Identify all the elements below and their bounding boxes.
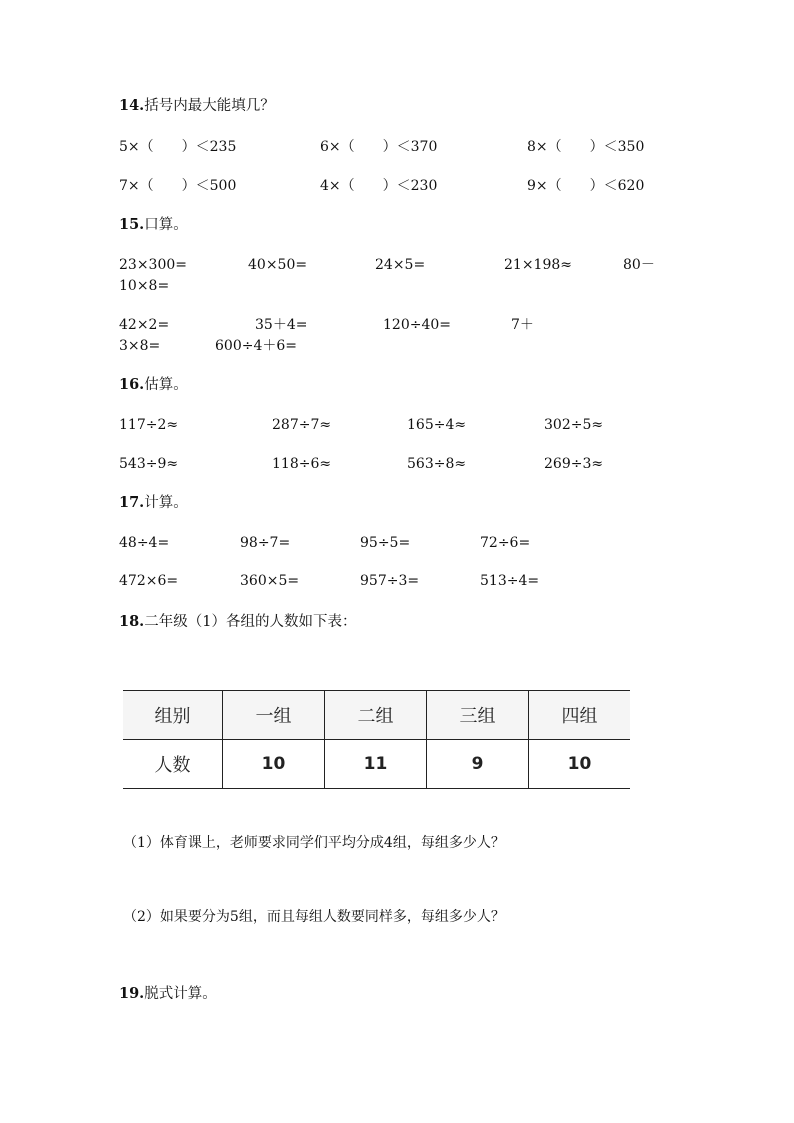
- q16-item: 269÷3≈: [544, 456, 604, 472]
- table-header-cell: 三组: [427, 691, 529, 740]
- q15-item: 21×198≈: [504, 257, 572, 273]
- q15-item: 7＋: [511, 317, 534, 333]
- q15-item: 42×2=: [119, 317, 170, 333]
- q14-item: 6×（ ）＜370: [320, 139, 438, 155]
- q16-item: 287÷7≈: [272, 417, 332, 433]
- q15-item: 80－: [623, 257, 655, 273]
- q15-item: 3×8=: [119, 338, 161, 354]
- q14-item: 5×（ ）＜235: [119, 139, 237, 155]
- q15-item: 23×300=: [119, 257, 187, 273]
- q16-item: 165÷4≈: [407, 417, 467, 433]
- table-header-cell: 一组: [223, 691, 325, 740]
- group-count-table: [123, 690, 630, 789]
- q15-item: 10×8=: [119, 278, 170, 294]
- q16-item: 117÷2≈: [119, 417, 179, 433]
- q17-item: 957÷3=: [360, 573, 420, 589]
- q15-item: 35＋4=: [255, 317, 308, 333]
- q14-title: 14.括号内最大能填几？: [119, 97, 275, 114]
- q17-title: 17.计算。: [119, 494, 188, 511]
- table-header-cell: 组别: [123, 691, 223, 740]
- q18-subquestion-1: （1）体育课上，老师要求同学们平均分成4组，每组多少人？: [123, 835, 505, 851]
- q16-item: 118÷6≈: [272, 456, 332, 472]
- q18-subquestion-2: （2）如果要分为5组，而且每组人数要同样多，每组多少人？: [123, 909, 505, 925]
- table-row: [123, 740, 630, 789]
- q15-item: 600÷4＋6=: [215, 338, 297, 354]
- table-row-label: 人数: [123, 740, 223, 789]
- q16-title: 16.估算。: [119, 376, 188, 393]
- q19-title: 19.脱式计算。: [119, 985, 217, 1002]
- q15-item: 24×5=: [375, 257, 426, 273]
- q14-item: 9×（ ）＜620: [527, 178, 645, 194]
- q17-item: 48÷4=: [119, 535, 170, 551]
- q14-item: 4×（ ）＜230: [320, 178, 438, 194]
- q15-title: 15.口算。: [119, 216, 188, 233]
- q17-item: 513÷4=: [480, 573, 540, 589]
- q14-item: 8×（ ）＜350: [527, 139, 645, 155]
- table-cell: 11: [325, 740, 427, 789]
- q17-item: 472×6=: [119, 573, 179, 589]
- table-header-cell: 四组: [529, 691, 631, 740]
- q15-item: 120÷40=: [383, 317, 451, 333]
- q14-item: 7×（ ）＜500: [119, 178, 237, 194]
- q17-item: 98÷7=: [240, 535, 291, 551]
- table-header-cell: 二组: [325, 691, 427, 740]
- q16-item: 563÷8≈: [407, 456, 467, 472]
- q16-item: 302÷5≈: [544, 417, 604, 433]
- table-header-row: [123, 691, 630, 740]
- q18-title: 18.二年级（1）各组的人数如下表：: [119, 613, 357, 630]
- q17-item: 72÷6=: [480, 535, 531, 551]
- q17-item: 360×5=: [240, 573, 300, 589]
- q15-item: 40×50=: [248, 257, 308, 273]
- table-cell: 10: [529, 740, 631, 789]
- table-cell: 10: [223, 740, 325, 789]
- table-cell: 9: [427, 740, 529, 789]
- q16-item: 543÷9≈: [119, 456, 179, 472]
- q17-item: 95÷5=: [360, 535, 411, 551]
